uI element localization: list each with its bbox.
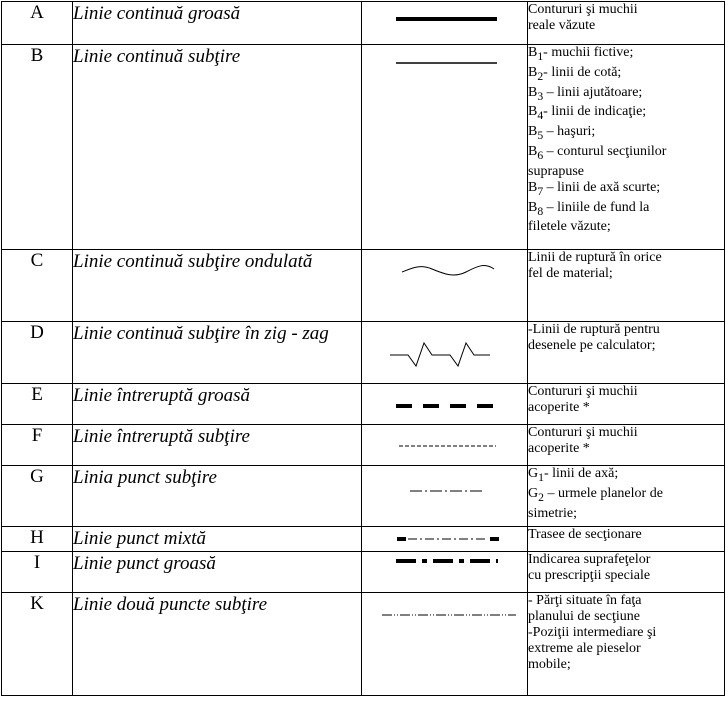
row-code: H: [2, 527, 73, 552]
usage-line: reale văzute: [528, 18, 596, 33]
usage-line: filetele văzute;: [528, 219, 611, 235]
usage-line: -Linii de ruptură pentru: [528, 322, 660, 337]
usage-line: Contururi şi muchii: [528, 384, 638, 399]
wavy-line-sample: [362, 250, 527, 320]
row-line-sample: [362, 552, 528, 593]
row-line-sample: [362, 425, 528, 466]
table-row: [2, 322, 725, 384]
usage-line: $B_7$ – linii de axă scurte;: [528, 179, 661, 198]
mixed-dash-dot-line-sample: [362, 527, 527, 549]
thin-continuous-line-sample: [362, 45, 527, 85]
usage-line: $B_4-$ linii de indicaţie;: [528, 104, 647, 123]
usage-line: acoperite *: [528, 441, 590, 456]
row-line-name: Linie întreruptă subţire: [73, 425, 362, 466]
row-line-name: Linie continuă groasă: [73, 2, 362, 45]
usage-line: suprapuse: [528, 163, 584, 179]
zigzag-line-sample: [362, 322, 527, 382]
row-line-sample: [362, 384, 528, 425]
row-line-name: Linie continuă subţire în zig - zag: [73, 322, 362, 384]
usage-line: -Poziţii intermediare şi: [528, 625, 657, 640]
usage-line: $B_2-$ linii de cotă;: [528, 64, 622, 83]
usage-line: $G_2$ – urmele planelor de: [528, 485, 663, 504]
usage-line: Contururi şi muchii: [528, 425, 638, 440]
row-code: I: [2, 552, 73, 593]
usage-line: planului de secţiune: [528, 609, 640, 624]
usage-line: cu prescripţii speciale: [528, 568, 651, 583]
usage-line: fel de material;: [528, 266, 613, 281]
usage-line: $B_1-$ muchii fictive;: [528, 45, 634, 63]
row-usage: [528, 250, 725, 322]
row-line-sample: [362, 593, 528, 696]
row-usage: [528, 552, 725, 593]
thin-double-dot-line-sample: [362, 593, 527, 693]
row-code: B: [2, 45, 73, 250]
usage-line: $B_8$ – liniile de fund la: [528, 199, 650, 218]
thick-dash-dot-line-sample: [362, 552, 527, 590]
usage-line: Indicarea suprafeţelor: [528, 552, 651, 567]
table-row: [2, 466, 725, 527]
table-row: [2, 527, 725, 552]
usage-line: Trasee de secţionare: [528, 527, 642, 542]
row-usage: [528, 2, 725, 45]
row-usage: [528, 593, 725, 696]
row-line-name: Linie continuă subţire ondulată: [73, 250, 362, 322]
row-line-name: Linie două puncte subţire: [73, 593, 362, 696]
row-line-name: Linie continuă subţire: [73, 45, 362, 250]
row-code: G: [2, 466, 73, 527]
row-usage: [528, 45, 725, 250]
row-usage: [528, 466, 725, 527]
thick-continuous-line-sample: [362, 2, 527, 42]
row-line-name: Linie punct groasă: [73, 552, 362, 593]
usage-line: $B_3$ – linii ajutătoare;: [528, 84, 643, 103]
table-row: [2, 552, 725, 593]
table-row: [2, 250, 725, 322]
usage-line: $B_5$ – haşuri;: [528, 124, 596, 142]
usage-line: mobile;: [528, 657, 571, 672]
table-row: [2, 45, 725, 250]
row-line-sample: [362, 466, 528, 527]
usage-line: acoperite *: [528, 400, 590, 415]
table-row: [2, 384, 725, 425]
row-code: F: [2, 425, 73, 466]
row-line-sample: [362, 527, 528, 552]
table-row: [2, 2, 725, 45]
row-line-sample: [362, 322, 528, 384]
row-line-name: Linia punct subţire: [73, 466, 362, 527]
usage-line: $G_1-$ linii de axă;: [528, 466, 619, 484]
row-code: D: [2, 322, 73, 384]
row-code: A: [2, 2, 73, 45]
row-usage: [528, 384, 725, 425]
table-row: [2, 593, 725, 696]
usage-line: Contururi şi muchii: [528, 2, 638, 17]
row-line-sample: [362, 2, 528, 45]
usage-line: simetrie;: [528, 505, 577, 521]
row-usage: [528, 527, 725, 552]
row-line-sample: [362, 45, 528, 250]
usage-line: - Părţi situate în faţa: [528, 593, 642, 608]
row-line-sample: [362, 250, 528, 322]
row-code: E: [2, 384, 73, 425]
thick-dashed-line-sample: [362, 384, 527, 422]
thin-dashed-line-sample: [362, 425, 527, 463]
line-types-table: [1, 1, 725, 696]
usage-line: extreme ale pieselor: [528, 641, 641, 656]
table-row: [2, 425, 725, 466]
usage-line: desenele pe calculator;: [528, 338, 656, 353]
row-code: K: [2, 593, 73, 696]
thin-dash-dot-line-sample: [362, 466, 527, 524]
row-usage: [528, 425, 725, 466]
row-code: C: [2, 250, 73, 322]
usage-line: Linii de ruptură în orice: [528, 250, 662, 265]
row-line-name: Linie întreruptă groasă: [73, 384, 362, 425]
usage-line: $B_6$ – conturul secţiunilor: [528, 143, 667, 162]
row-line-name: Linie punct mixtă: [73, 527, 362, 552]
row-usage: [528, 322, 725, 384]
